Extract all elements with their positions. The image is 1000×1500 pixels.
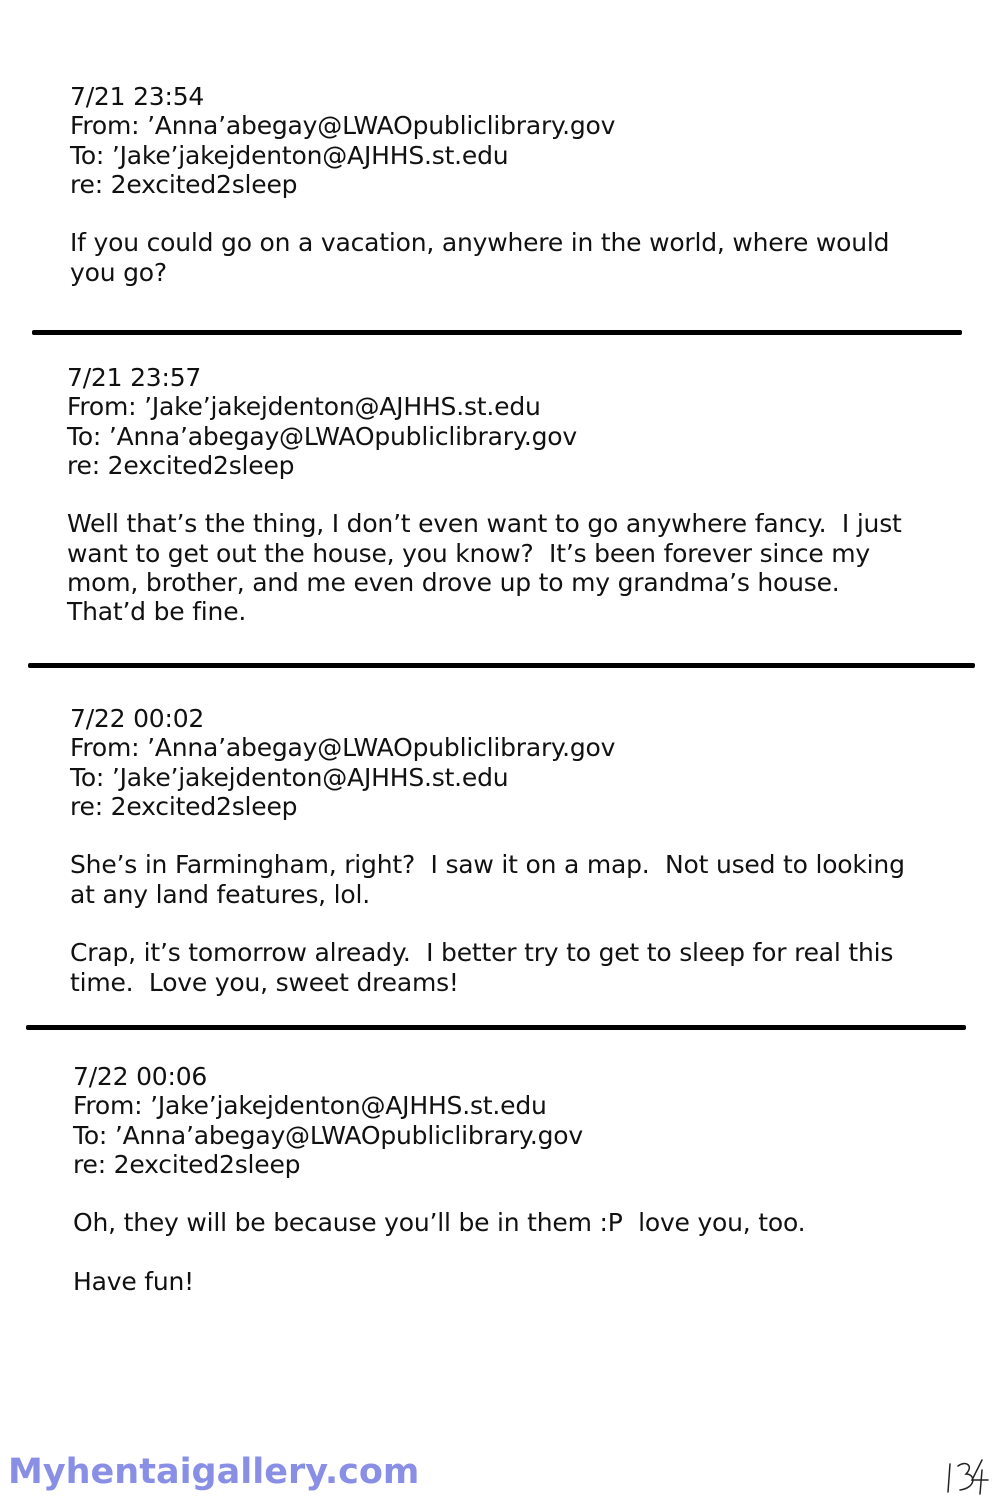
email-to: To: ’Anna’abegay@LWAOpubliclibrary.gov [67,421,577,451]
email-body-line: Have fun! [73,1267,194,1297]
email-subject: re: 2excited2sleep [67,450,295,480]
email-message [73,1062,805,1296]
email-body-line: at any land features, lol. [70,879,371,909]
email-paragraph [73,1267,805,1296]
email-body-line: want to get out the house, you know? It’s been forever since my [67,538,871,568]
email-body-line: Well that’s the thing, I don’t even want to go anywhere fancy. I just [67,509,902,539]
email-to: To: ’Jake’jakejdenton@AJHHS.st.edu [70,762,509,792]
email-body [70,228,889,287]
email-body-line: time. Love you, sweet dreams! [70,967,459,997]
email-timestamp: 7/22 00:02 [70,704,205,733]
email-divider [32,330,962,335]
email-to: To: ’Anna’abegay@LWAOpubliclibrary.gov [73,1120,583,1150]
email-body [67,509,902,626]
email-divider [26,1025,966,1030]
email-paragraph [70,228,889,287]
email-from: From: ’Jake’jakejdenton@AJHHS.st.edu [67,392,541,422]
email-subject: re: 2excited2sleep [70,169,298,199]
email-message [70,704,905,997]
email-body-line: you go? [70,257,167,287]
email-to: To: ’Jake’jakejdenton@AJHHS.st.edu [70,140,509,170]
email-body-line: If you could go on a vacation, anywhere in the world, where would [70,228,890,258]
email-message [67,363,902,627]
email-body-line: mom, brother, and me even drove up to my grandma’s house. [67,568,840,598]
email-from: From: ’Anna’abegay@LWAOpubliclibrary.gov [70,111,616,141]
email-from: From: ’Jake’jakejdenton@AJHHS.st.edu [73,1091,547,1121]
email-body-line: She’s in Farmingham, right? I saw it on a map. Not used to looking [70,850,905,880]
email-body [70,850,905,996]
email-message [70,82,889,287]
email-timestamp: 7/21 23:54 [70,82,205,111]
page-number-mark [942,1452,992,1497]
email-subject: re: 2excited2sleep [70,791,298,821]
email-body-line: Crap, it’s tomorrow already. I better try to get to sleep for real this [70,938,894,968]
watermark-logo: Myhentaigallery.com [8,1452,420,1492]
email-paragraph [70,850,905,909]
email-paragraph [70,938,905,997]
email-paragraph [67,509,902,626]
email-from: From: ’Anna’abegay@LWAOpubliclibrary.gov [70,733,616,763]
email-body [73,1208,805,1296]
email-body-line: Oh, they will be because you’ll be in them :P love you, too. [73,1208,806,1238]
email-divider [28,663,975,668]
email-paragraph [73,1208,805,1237]
email-body-line: That’d be fine. [67,597,247,627]
email-timestamp: 7/21 23:57 [67,363,202,392]
email-timestamp: 7/22 00:06 [73,1062,208,1091]
email-subject: re: 2excited2sleep [73,1149,301,1179]
